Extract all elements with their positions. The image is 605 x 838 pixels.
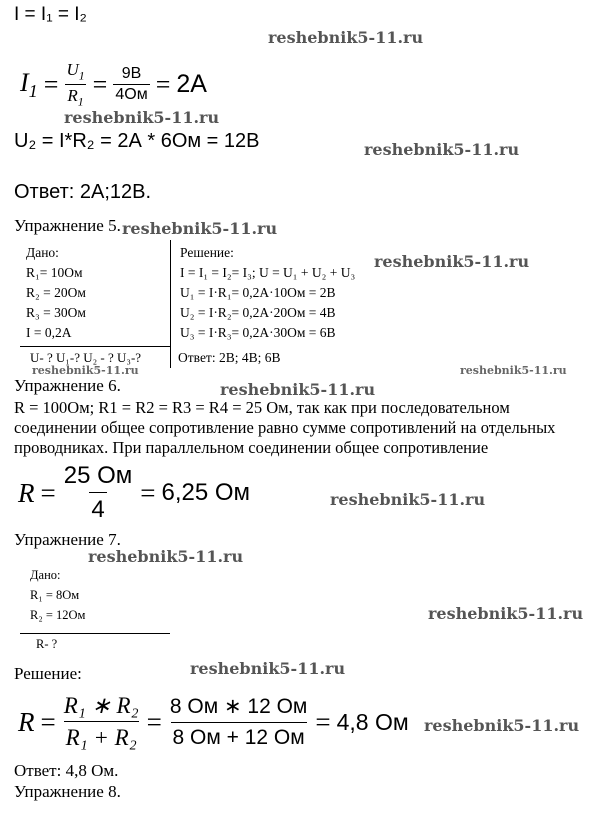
ex6-formula-result: 6,25 Ом <box>161 479 251 506</box>
top-equation: I = I₁ = I₂ <box>14 4 87 25</box>
ex7-answer: Ответ: 4,8 Ом. <box>14 761 119 780</box>
exercise-8-heading: Упражнение 8. <box>14 782 121 801</box>
ex6-text <box>14 398 555 458</box>
ex7-formula-lhs: R <box>18 706 35 737</box>
formula-i1-lhs: $I_1$ <box>20 67 38 101</box>
ex6-text-line-2: соединении общее сопротивление равно сумме сопротивлений на отдельных <box>14 418 556 437</box>
ex5-solution-line-3: U₂ = I·R₂= 0,2А·20Ом = 4В <box>180 305 336 320</box>
ex7-given-block <box>30 565 85 625</box>
formula-i1-result: 2А <box>176 70 207 99</box>
watermark: reshebnik5-11.ru <box>268 28 424 47</box>
ex5-solution-block <box>180 243 355 343</box>
ex7-find: R- ? <box>36 637 58 651</box>
u2-equation: U₂ = I*R₂ = 2А * 6Ом = 12В <box>14 130 260 152</box>
ex6-text-line-1: R = 100Ом; R1 = R2 = R3 = R4 = 25 Ом, так как при последовательном <box>14 398 510 417</box>
watermark: reshebnik5-11.ru <box>364 140 520 159</box>
ex6-formula: R = $\frac{25 Ом}{4}$ = 6,25 Ом <box>18 462 251 523</box>
exercise-7-heading: Упражнение 7. <box>14 530 121 549</box>
ex6-fraction: $\frac{25 Ом}{4}$ <box>63 462 133 523</box>
ex7-given-title: Дано: <box>30 568 61 582</box>
ex5-solution-line-4: U₃ = I·R₃= 0,2А·30Ом = 6В <box>180 325 336 340</box>
ex5-answer: Ответ: 2В; 4В; 6В <box>178 350 281 365</box>
ex5-solution-title: Решение: <box>180 245 234 260</box>
watermark: reshebnik5-11.ru <box>88 547 244 566</box>
exercise-5-heading: Упражнение 5. <box>14 216 121 235</box>
ex7-given-r2: R₂ = 12Ом <box>30 608 86 622</box>
ex5-find: U- ? U₁-? U₂ - ? U₃-? <box>30 350 142 365</box>
ex5-vertical-divider <box>170 240 171 368</box>
ex5-given-divider <box>20 346 170 347</box>
ex7-fraction-numeric: $\frac{8 Ом ∗ 12 Ом}{8 Ом + 12 Ом}$ <box>169 695 308 749</box>
ex5-given-i: I = 0,2А <box>26 325 72 340</box>
watermark: reshebnik5-11.ru <box>424 716 580 735</box>
ex7-formula-result: 4,8 Ом <box>336 708 409 735</box>
ex5-given-title: Дано: <box>26 245 59 260</box>
ex5-solution-line-1: I = I₁ = I₂= I₃; U = U₁ + U₂ + U₃ <box>180 265 356 280</box>
ex7-given-r1: R₁ = 8Ом <box>30 588 80 602</box>
ex7-fraction-symbolic: $\frac{\text{R₁ ∗ R₂}}{\text{R₁ + R₂}}$ <box>63 693 139 750</box>
fraction-9v-4om: $\frac{9В}{4Ом}$ <box>115 65 148 104</box>
formula-i1: $I_1$ = $\frac{U_1}{R_1}$ = $\frac{9В}{4Ом}$ = 2А <box>20 60 207 109</box>
ex7-formula: R = $\frac{\text{R₁ ∗ R₂}}{\text{R₁ + R₂}}$ = $\frac{8 Ом ∗ 12 Ом}{8 Ом + 12 Ом}$ = 4,8 Ом <box>18 693 409 750</box>
watermark: reshebnik5-11.ru <box>330 490 486 509</box>
watermark: reshebnik5-11.ru <box>122 219 278 238</box>
ex5-given-r1: R₁= 10Ом <box>26 265 83 280</box>
exercise-6-heading: Упражнение 6. <box>14 376 121 395</box>
ex6-formula-lhs: R <box>18 477 35 508</box>
watermark: reshebnik5-11.ru <box>374 252 530 271</box>
watermark: reshebnik5-11.ru <box>428 604 584 623</box>
fraction-u1-r1: $\frac{U_1}{R_1}$ <box>66 60 85 109</box>
ex5-given-block <box>26 243 86 343</box>
ex5-solution-line-2: U₁ = I·R₁= 0,2А·10Ом = 2В <box>180 285 336 300</box>
watermark: reshebnik5-11.ru <box>220 380 376 399</box>
watermark: reshebnik5-11.ru <box>460 364 567 377</box>
ex5-given-r2: R₂ = 20Ом <box>26 285 86 300</box>
watermark: reshebnik5-11.ru <box>64 108 220 127</box>
watermark: reshebnik5-11.ru <box>190 659 346 678</box>
ex7-given-divider <box>20 633 170 634</box>
ex6-text-line-3: проводниках. При параллельном соединении общее сопротивление <box>14 438 489 457</box>
ex5-given-r3: R₃ = 30Ом <box>26 305 86 320</box>
answer-1: Ответ: 2А;12В. <box>14 181 152 203</box>
ex7-solution-title: Решение: <box>14 664 82 683</box>
watermark: reshebnik5-11.ru <box>32 364 139 377</box>
